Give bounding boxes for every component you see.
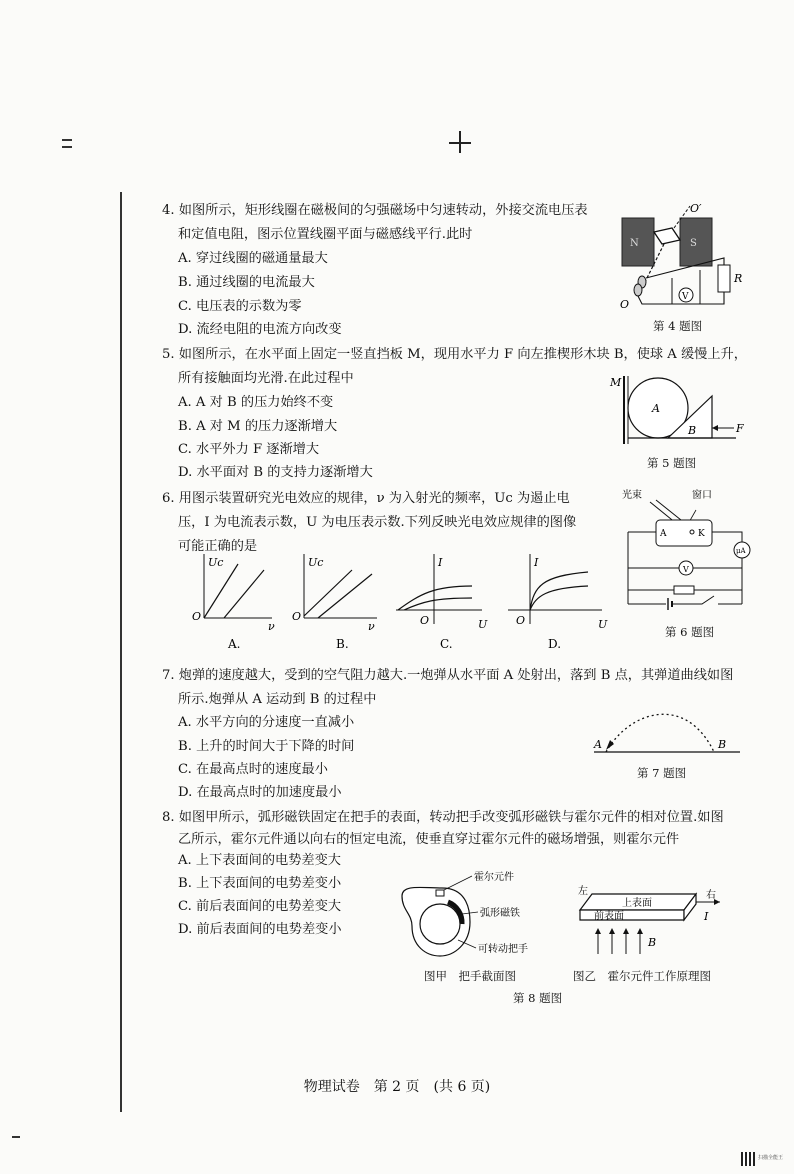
n-label: N: [630, 238, 639, 249]
graph-a-line-1: [204, 564, 238, 618]
qr-code-icon: [741, 1152, 755, 1166]
field-arrows: [595, 928, 643, 954]
front-face-label: 前表面: [594, 911, 624, 922]
graph-c-ylabel: I: [438, 556, 443, 569]
q7-caption: 第 7 题图: [637, 766, 687, 780]
q7-trajectory-figure: [590, 700, 746, 762]
left-label: 左: [578, 886, 588, 897]
graph-c-xlabel: U: [478, 618, 488, 631]
q8-option-a: A. 上下表面间的电势差变大: [178, 853, 341, 868]
top-face-label: 上表面: [622, 898, 652, 909]
graph-d-xlabel: U: [598, 618, 608, 631]
launch-arrow: [606, 740, 614, 750]
q4-option-b: B. 通过线圈的电流最大: [178, 275, 315, 290]
ua-label: μA: [736, 547, 746, 555]
i-label: I: [704, 910, 709, 923]
q4-stem-line1: 4. 如图所示，矩形线圈在磁极间的匀强磁场中匀速转动，外接交流电压表: [162, 203, 588, 218]
q5-option-d: D. 水平面对 B 的支持力逐渐增大: [178, 465, 373, 480]
graph-d-curve-2: [530, 586, 588, 610]
o-prime-label: O′: [690, 202, 702, 215]
graph-a-origin: O: [192, 610, 202, 623]
q4-option-a: A. 穿过线圈的磁通量最大: [178, 251, 328, 266]
s-label: S: [690, 238, 697, 249]
q5-stem-line2: 所有接触面均光滑.在此过程中: [178, 371, 354, 386]
q8-handle-figure: [398, 866, 558, 962]
graph-b-line-2: [318, 574, 372, 618]
q6-photoelectric-circuit: [622, 488, 754, 622]
b-label: B: [648, 936, 657, 949]
magnet-label: 弧形磁铁: [480, 908, 520, 919]
q6-stem-line1: 6. 用图示装置研究光电效应的规律，ν 为入射光的频率，Uc 为遏止电: [162, 491, 570, 506]
graph-d-curve-1: [530, 572, 588, 610]
f-label: F: [736, 422, 744, 435]
scanner-watermark: 扫描全能王: [758, 1155, 784, 1161]
q4-option-c: C. 电压表的示数为零: [178, 299, 302, 314]
resistor: [718, 265, 730, 292]
q8-option-d: D. 前后表面间的电势差变小: [178, 922, 342, 937]
graph-a-letter: A.: [228, 637, 241, 651]
q6-stem-line2: 压，I 为电流表示数，U 为电压表示数.下列反映光电效应规律的图像: [178, 515, 577, 530]
graph-b-letter: B.: [336, 637, 349, 651]
trajectory: [606, 714, 714, 752]
q4-generator-figure: [612, 200, 752, 315]
rheostat: [674, 586, 694, 594]
beam-label: 光束: [622, 490, 642, 501]
q8-option-b: B. 上下表面间的电势差变小: [178, 876, 342, 891]
right-label: 右: [706, 890, 716, 901]
coil: [654, 228, 680, 244]
margin-line: [120, 192, 122, 1112]
q5-option-c: C. 水平外力 F 逐渐增大: [178, 442, 320, 457]
handle-center: [420, 904, 460, 944]
graph-c-origin: O: [420, 614, 430, 627]
force-arrowhead: [712, 425, 718, 431]
graph-b-origin: O: [292, 610, 302, 623]
q8-stem-line2: 乙所示，霍尔元件通以向右的恒定电流，使垂直穿过霍尔元件的磁场增强，则霍尔元件: [178, 832, 680, 847]
b-label: B: [718, 738, 727, 751]
graph-b-ylabel: Uc: [308, 556, 324, 569]
window-label: 窗口: [692, 490, 712, 501]
graph-d-letter: D.: [548, 637, 562, 651]
o-label: O: [620, 298, 630, 311]
margin-tick: [62, 146, 72, 148]
v-label: V: [682, 292, 689, 302]
graph-a-xlabel: ν: [268, 620, 275, 633]
electrode-a-label: A: [660, 529, 667, 539]
hall-element: [436, 890, 444, 896]
hall-label: 霍尔元件: [474, 872, 514, 883]
wire-right: [712, 532, 742, 542]
slip-ring-2: [634, 284, 642, 296]
hall-pointer: [444, 876, 472, 890]
q8-fig-a-caption: 图甲 把手截面图: [424, 969, 516, 983]
graph-d-origin: O: [516, 614, 526, 627]
q8-hall-figure: [570, 884, 726, 964]
q7-option-c: C. 在最高点时的速度最小: [178, 762, 328, 777]
q4-caption: 第 4 题图: [653, 319, 703, 333]
q5-wedge-figure: [608, 372, 748, 452]
margin-tick: [12, 1136, 20, 1138]
a-label: A: [652, 402, 660, 415]
q7-option-d: D. 在最高点时的加速度最小: [178, 785, 342, 800]
graph-b-xlabel: ν: [368, 620, 375, 633]
a-label: A: [594, 738, 602, 751]
q7-option-b: B. 上升的时间大于下降的时间: [178, 739, 355, 754]
graph-d-ylabel: I: [534, 556, 539, 569]
q8-fig-b-caption: 图乙 霍尔元件工作原理图: [573, 969, 711, 983]
q6-caption: 第 6 题图: [665, 625, 715, 639]
r-label: R: [734, 272, 743, 285]
q5-option-b: B. A 对 M 的压力逐渐增大: [178, 419, 338, 434]
graph-a-ylabel: Uc: [208, 556, 224, 569]
q6-stem-line3: 可能正确的是: [178, 539, 258, 554]
m-label: M: [610, 376, 622, 389]
q5-caption: 第 5 题图: [647, 456, 697, 470]
q5-option-a: A. A 对 B 的压力始终不变: [178, 395, 334, 410]
q8-option-c: C. 前后表面间的电势差变大: [178, 899, 342, 914]
q7-stem-line2: 所示.炮弹从 A 运动到 B 的过程中: [178, 692, 377, 707]
handle-label: 可转动把手: [478, 944, 528, 955]
registration-mark-v: [459, 131, 461, 153]
margin-tick: [62, 139, 72, 141]
switch: [672, 596, 714, 604]
q4-option-d: D. 流经电阻的电流方向改变: [178, 322, 342, 337]
q5-stem-line1: 5. 如图所示，在水平面上固定一竖直挡板 M，现用水平力 F 向左推楔形木块 B，使球 A 缓慢上升，: [162, 347, 747, 362]
q8-stem-line1: 8. 如图甲所示，弧形磁铁固定在把手的表面，转动把手改变弧形磁铁与霍尔元件的相对位置.如图: [162, 810, 724, 825]
page-footer: 物理试卷 第 2 页 (共 6 页): [303, 1079, 491, 1095]
v-label: V: [683, 565, 689, 574]
q7-stem-line1: 7. 炮弹的速度越大，受到的空气阻力越大.一炮弹从水平面 A 处射出，落到 B 点，其弹道曲线如图: [162, 668, 734, 683]
q8-caption: 第 8 题图: [513, 991, 563, 1005]
electrode-k-label: K: [698, 529, 705, 539]
b-label: B: [688, 424, 697, 437]
graph-c-letter: C.: [440, 637, 453, 651]
q7-option-a: A. 水平方向的分速度一直减小: [178, 715, 355, 730]
q6-graph-options: [182, 548, 622, 658]
q4-stem-line2: 和定值电阻，图示位置线圈平面与磁感线平行.此时: [178, 227, 473, 242]
